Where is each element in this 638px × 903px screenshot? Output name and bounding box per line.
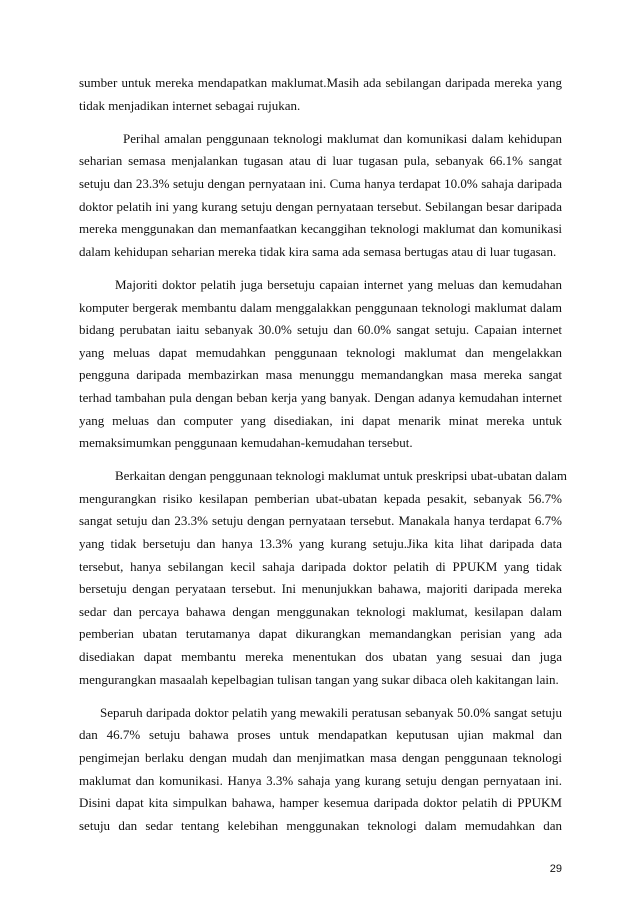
text-line: bersetuju dengan peryataan tersebut. Ini menunjukkan bahawa, majoriti daripada mereka bbox=[79, 581, 562, 597]
paragraph-3 bbox=[79, 274, 562, 455]
text-line: komputer bergerak membantu dalam menggalakkan penggunaan teknologi maklumat dalam bbox=[79, 299, 562, 315]
text-line: yang tidak bersetuju dan hanya 13.3% yang kurang setuju.Jika kita lihat daripada data bbox=[79, 536, 562, 552]
text-line: bidang perubatan iaitu sebanyak 30.0% setuju dan 60.0% sangat setuju. Capaian internet bbox=[79, 322, 562, 338]
text-line: pengimejan berlaku dengan mudah dan menjimatkan masa dengan penggunaan teknologi bbox=[79, 750, 562, 765]
text-line: Disini dapat kita simpulkan bahawa, hamper kesemua daripada doktor pelatih di PPUKM bbox=[79, 795, 562, 811]
body-text bbox=[79, 72, 567, 848]
page-number: 29 bbox=[549, 863, 562, 875]
text-line: mengurangkan risiko kesilapan pemberian ubat-ubatan kepada pesakit, sebanyak 56.7% bbox=[79, 490, 562, 506]
text-line: Berkaitan dengan penggunaan teknologi maklumat untuk preskripsi ubat-ubatan dalam bbox=[115, 468, 567, 484]
text-line: pengguna daripada membazirkan masa menunggu memandangkan masa mereka sangat bbox=[79, 367, 562, 383]
text-line: mengurangkan masaalah kepelbagian tulisan tangan yang sukar dibaca oleh kakitangan lain. bbox=[79, 671, 559, 687]
text-line: doktor pelatih ini yang kurang setuju dengan pernyataan tersebut. Sebilangan besar daripada bbox=[79, 198, 562, 214]
paragraph-1 bbox=[79, 72, 562, 117]
text-line: Majoriti doktor pelatih juga bersetuju capaian internet yang meluas dan kemudahan bbox=[115, 276, 562, 292]
text-line: setuju dan sedar tentang kelebihan menggunakan teknologi dalam memudahkan dan bbox=[79, 817, 562, 833]
text-line: yang meluas dan computer yang disediakan, ini dapat menarik minat mereka untuk bbox=[79, 412, 562, 428]
text-line: yang meluas dapat memudahkan penggunaan teknologi maklumat dan mengelakkan bbox=[79, 344, 562, 360]
text-line: terhad tambahan pula dengan beban kerja yang banyak. Dengan adanya kemudahan internet bbox=[79, 389, 562, 405]
text-line: seharian semasa menjalankan tugasan atau di luar tugasan pula, sebanyak 66.1% sangat bbox=[79, 153, 562, 169]
text-line: memaksimumkan penggunaan kemudahan-kemudahan tersebut. bbox=[79, 435, 413, 451]
text-line: setuju dan 23.3% setuju dengan pernyataan ini. Cuma hanya terdapat 10.0% sahaja daripada bbox=[79, 175, 562, 191]
text-line: mereka menggunakan dan memanfaatkan kecanggihan teknologi maklumat dan komunikasi bbox=[79, 221, 562, 237]
text-line: tidak menjadikan internet sebagai rujukan. bbox=[79, 97, 301, 113]
text-line: tersebut, hanya sebilangan kecil sahaja daripada doktor pelatih di PPUKM yang tidak bbox=[79, 558, 562, 574]
text-line: dan 46.7% setuju bahawa proses untuk mendapatkan keputusan ujian makmal dan bbox=[79, 727, 562, 743]
text-line: Separuh daripada doktor pelatih yang mewakili peratusan sebanyak 50.0% sangat setuju bbox=[100, 704, 562, 720]
paragraph-2 bbox=[79, 128, 562, 264]
text-line: sangat setuju dan 23.3% setuju dengan pernyataan tersebut. Manakala hanya terdapat 6.7% bbox=[79, 513, 562, 529]
paragraph-4 bbox=[79, 465, 567, 691]
text-line: pemberian ubatan terutamanya dapat dikurangkan memandangkan perisian yang ada bbox=[79, 626, 562, 642]
text-line: disediakan dapat membantu mereka menentukan dos ubatan yang sesuai dan juga bbox=[79, 649, 562, 665]
paragraph-5 bbox=[79, 702, 562, 838]
text-line: Perihal amalan penggunaan teknologi maklumat dan komunikasi dalam kehidupan bbox=[123, 130, 562, 146]
text-line: dalam kehidupan seharian mereka tidak kira sama ada semasa bertugas atau di luar tugasan. bbox=[79, 243, 557, 259]
text-line: sedar dan percaya bahawa dengan menggunakan teknologi maklumat, kesilapan dalam bbox=[79, 603, 562, 619]
text-line: sumber untuk mereka mendapatkan maklumat.Masih ada sebilangan daripada mereka yang bbox=[79, 75, 562, 90]
text-line: maklumat dan komunikasi. Hanya 3.3% sahaja yang kurang setuju dengan pernyataan ini. bbox=[79, 772, 562, 788]
